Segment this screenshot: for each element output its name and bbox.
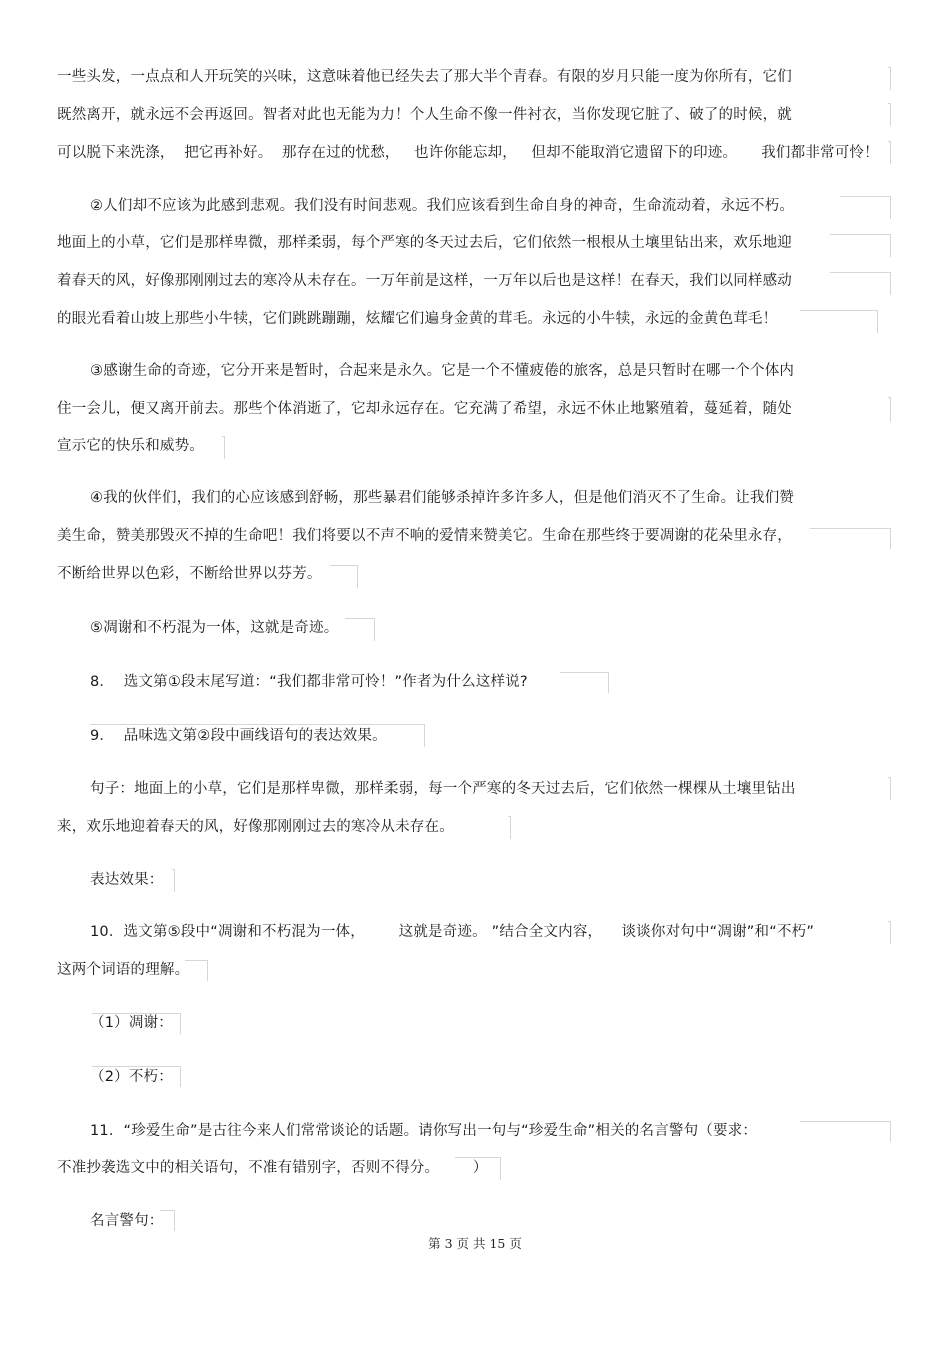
question-9-effect-label: 表达效果：: [90, 872, 164, 888]
answer-box-border: [888, 921, 891, 944]
passage-line: 可以脱下来洗涤， 把它再补好。 那存在过的忧愁， 也许你能忘却， 但却不能取消它遗留下的印迹。 我们都非常可怜！: [57, 145, 879, 161]
passage-line: 着春天的风，好像那刚刚过去的寒冷从未存在。一万年前是这样，一万年以后也是这样！在春天，我们以同样感动: [57, 273, 792, 289]
answer-box-border: [345, 618, 375, 641]
answer-box-border: [830, 272, 891, 295]
answer-box-border: [800, 310, 878, 333]
answer-box-border: [888, 141, 891, 164]
passage-line: 美生命，赞美那毁灭不掉的生命吧！我们将要以不声不响的爱情来赞美它。生命在那些终于要凋谢的花朵里永存，: [57, 528, 792, 544]
passage-line: ③感谢生命的奇迹，它分开来是暂时，合起来是永久。它是一个不懂疲倦的旅客，总是只暂时在哪一个个体内: [90, 363, 795, 379]
answer-box-border: [888, 777, 891, 800]
question-10-part-1: （1）凋谢：: [90, 1015, 173, 1031]
passage-line: 既然离开，就永远不会再返回。智者对此也无能为力！个人生命不像一件衬衣，当你发现它脏了、破了的时候，就: [57, 107, 792, 123]
answer-box-border: [830, 234, 891, 257]
passage-line: 一些头发，一点点和人开玩笑的兴味，这意味着他已经失去了那大半个青春。有限的岁月只能一度为你所有，它们: [57, 69, 792, 85]
passage-line: 宣示它的快乐和威势。: [57, 438, 204, 454]
answer-box-border: [222, 436, 225, 459]
question-10: 10．选文第⑤段中“凋谢和不朽混为一体， 这就是奇迹。 ”结合全文内容， 谈谈你对句中“凋谢”和“不朽”: [90, 924, 815, 940]
question-11: 不准抄袭选文中的相关语句，不准有错别字，否则不得分。 ）: [57, 1160, 488, 1176]
answer-box-border: [508, 816, 511, 839]
question-9-sentence: 来，欢乐地迎着春天的风，好像那刚刚过去的寒冷从未存在。: [57, 819, 454, 835]
answer-box-border: [888, 103, 891, 126]
answer-box-border: [160, 1210, 175, 1231]
answer-box-border: [888, 67, 891, 90]
question-9-sentence: 句子：地面上的小草，它们是那样卑微，那样柔弱，每一个严寒的冬天过去后，它们依然一棵棵从土壤里钻出: [90, 781, 796, 797]
passage-line: ④我的伙伴们，我们的心应该感到舒畅，那些暴君们能够杀掉许多许多人，但是他们消灭不了生命。让我们赞: [90, 490, 795, 506]
answer-box-border: [92, 1013, 181, 1034]
answer-box-border: [810, 528, 891, 549]
answer-box-border: [90, 724, 425, 747]
question-9: 9． 品味选文第②段中画线语句的表达效果。: [90, 728, 387, 744]
passage-line: 的眼光看着山坡上那些小牛犊，它们跳跳蹦蹦，炫耀它们遍身金黄的茸毛。永远的小牛犊，永远的金黄色茸毛！: [57, 311, 778, 327]
answer-box-border: [888, 397, 891, 422]
answer-box-border: [800, 1121, 891, 1142]
question-10-part-2: （2）不朽：: [90, 1069, 173, 1085]
passage-line: 不断给世界以色彩，不断给世界以芬芳。: [57, 566, 322, 582]
answer-box-border: [330, 565, 358, 588]
answer-box-border: [840, 196, 891, 219]
question-11-answer-label: 名言警句：: [90, 1213, 164, 1229]
passage-line: ⑤凋谢和不朽混为一体，这就是奇迹。: [90, 620, 339, 636]
passage-line: ②人们却不应该为此感到悲观。我们没有时间悲观。我们应该看到生命自身的神奇，生命流动着，永远不朽。: [90, 198, 795, 214]
page-number: 第 3 页 共 15 页: [428, 1236, 522, 1251]
answer-box-border: [185, 960, 208, 981]
question-8: 8． 选文第①段末尾写道：“我们都非常可怜！”作者为什么这样说?: [90, 674, 528, 690]
question-10: 这两个词语的理解。: [57, 962, 190, 978]
answer-box-border: [560, 672, 609, 693]
passage-line: 地面上的小草，它们是那样卑微，那样柔弱，每个严寒的冬天过去后，它们依然一根根从土壤里钻出来，欢乐地迎: [57, 235, 792, 251]
answer-box-border: [172, 869, 175, 892]
answer-box-border: [92, 1066, 181, 1087]
answer-box-border: [455, 1157, 501, 1180]
question-11: 11．“珍爱生命”是古往今来人们常常谈论的话题。请你写出一句与“珍爱生命”相关的名言警句（要求：: [90, 1123, 758, 1139]
passage-line: 住一会儿，便又离开前去。那些个体消逝了，它却永远存在。它充满了希望，永远不休止地繁殖着，蔓延着，随处: [57, 401, 792, 417]
